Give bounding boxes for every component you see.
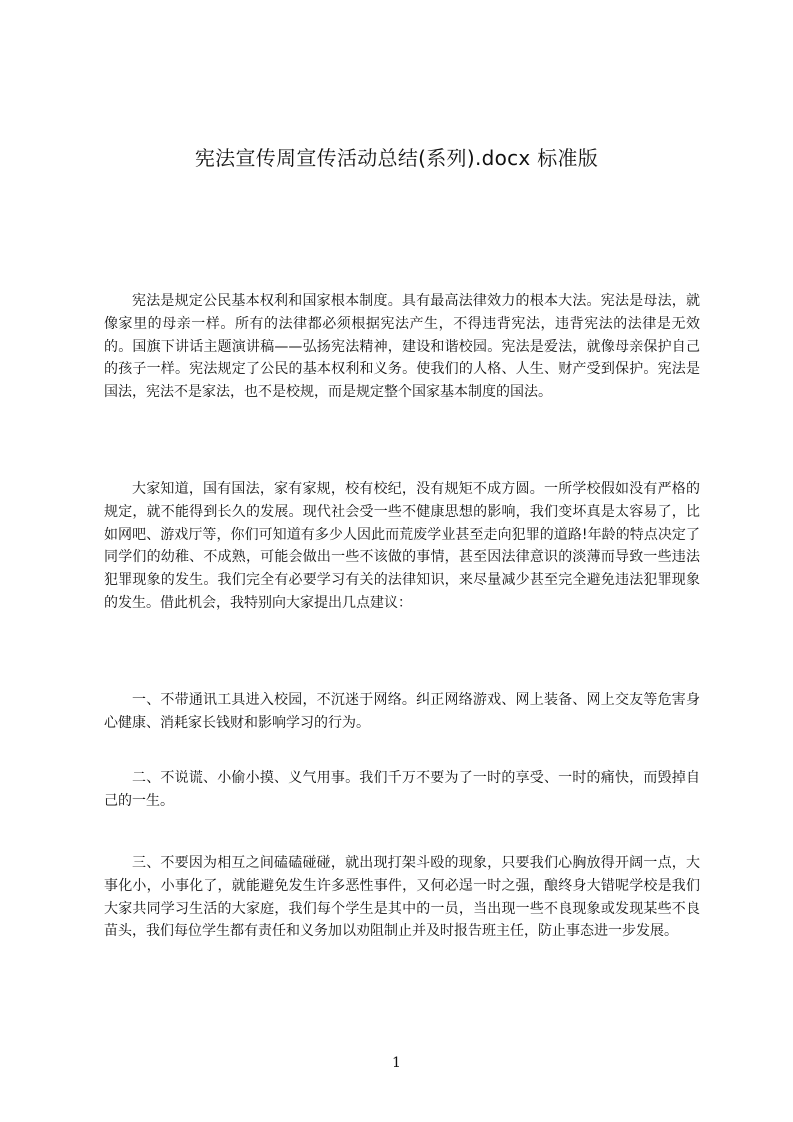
paragraph-school-rules: 大家知道，国有国法，家有家规，校有校纪，没有规矩不成方圆。一所学校假如没有严格的规定，就不能得到长久的发展。现代社会受一些不健康思想的影响，我们变坏真是太容易了，比如网吧、游戏厅等，你们可知道有多少人因此而荒废学业甚至走向犯罪的道路!年龄的特点决定了同学们的幼稚、不成熟，可能会做出一些不该做的事情，甚至因法律意识的淡薄而导致一些违法犯罪现象的发生。我们完全有必要学习有关的法律知识，来尽量减少甚至完全避免违法犯罪现象的发生。借此机会，我特别向大家提出几点建议： (104, 481, 700, 611)
page-number: 1 (392, 1055, 401, 1071)
paragraph-suggestion-three: 三、不要因为相互之间磕磕碰碰，就出现打架斗殴的现象，只要我们心胸放得开阔一点，大事化小，小事化了，就能避免发生许多恶性事件，又何必逞一时之强，酿终身大错呢学校是我们大家共同学习生活的大家庭，我们每个学生是其中的一员，当出现一些不良现象或发现某些不良苗头，我们每位学生都有责任和义务加以劝阻制止并及时报告班主任，防止事态进一步发展。 (104, 855, 700, 940)
paragraph-suggestion-two: 二、不说谎、小偷小摸、义气用事。我们千万不要为了一时的享受、一时的痛快，而毁掉自己的一生。 (104, 770, 700, 809)
paragraph-suggestion-one: 一、不带通讯工具进入校园，不沉迷于网络。纠正网络游戏、网上装备、网上交友等危害身心健康、消耗家长钱财和影响学习的行为。 (104, 692, 700, 731)
document-title: 宪法宣传周宣传活动总结(系列).docx 标准版 (194, 146, 599, 170)
paragraph-constitution-definition: 宪法是规定公民基本权利和国家根本制度。具有最高法律效力的根本大法。宪法是母法，就像家里的母亲一样。所有的法律都必须根据宪法产生，不得违背宪法，违背宪法的法律是无效的。国旗下讲话主题演讲稿——弘扬宪法精神，建设和谐校园。宪法是爱法，就像母亲保护自己的孩子一样。宪法规定了公民的基本权利和义务。使我们的人格、人生、财产受到保护。宪法是国法，宪法不是家法，也不是校规，而是规定整个国家基本制度的国法。 (104, 293, 700, 401)
